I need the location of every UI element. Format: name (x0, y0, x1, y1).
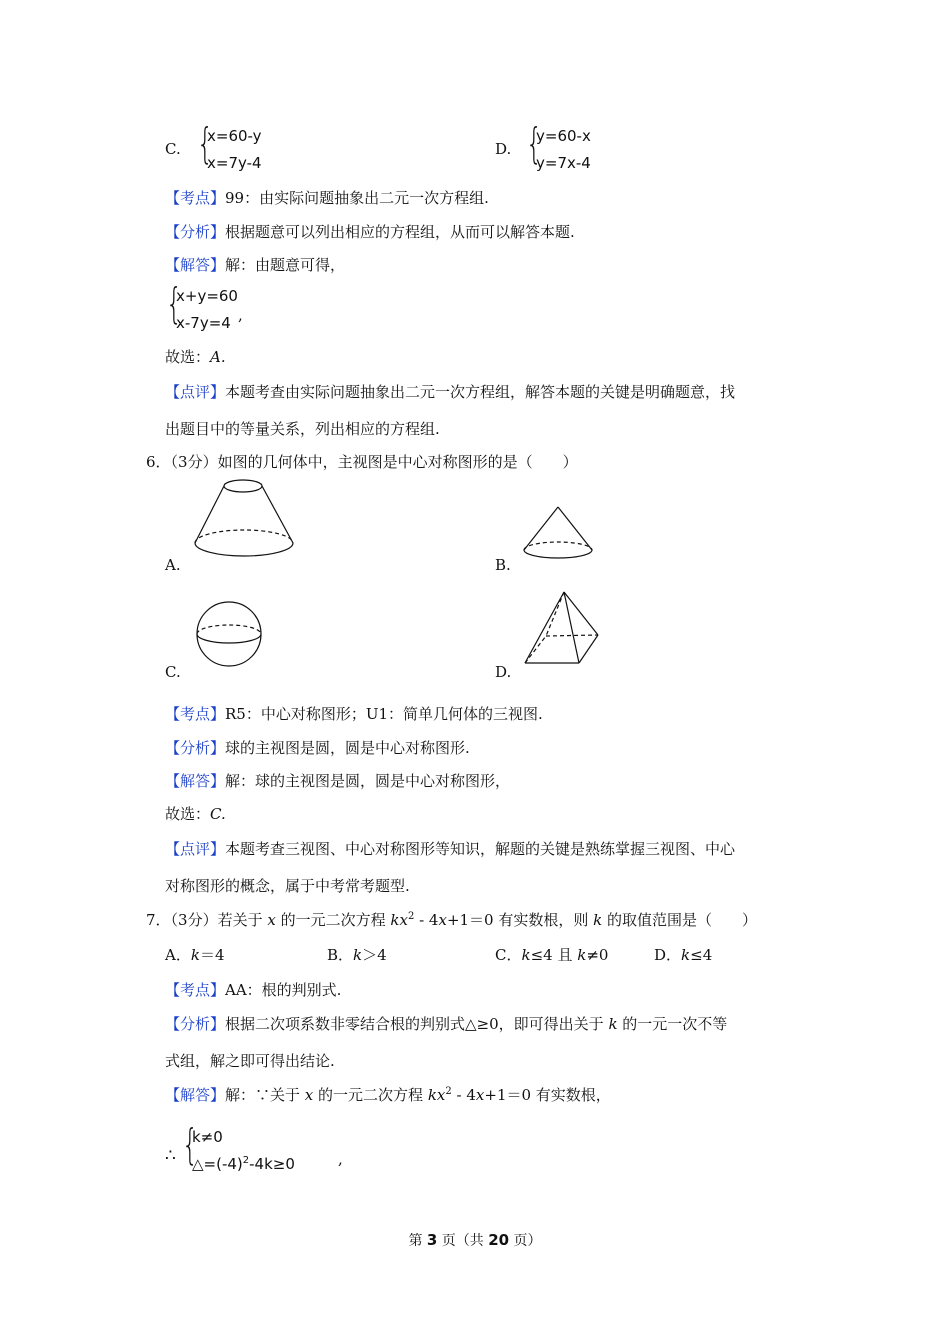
fenxi-tag: 【分析】 (165, 1015, 226, 1033)
inequality-line: k≠0 (192, 1128, 223, 1146)
option-c-label: C. (165, 663, 181, 681)
footer-text: 页） (509, 1233, 542, 1249)
fenxi-tag: 【分析】 (165, 223, 226, 241)
q7-fenxi (165, 1013, 727, 1034)
page-number: 3 (426, 1231, 438, 1249)
exponent: 2 (407, 911, 415, 922)
comma: , (238, 306, 243, 324)
fenxi-text: 根据题意可以列出相应的方程组，从而可以解答本题. (225, 223, 575, 241)
jieda-tag: 【解答】 (165, 256, 226, 274)
dianping-text: 本题考查由实际问题抽象出二元一次方程组，解答本题的关键是明确题意，找 (225, 383, 736, 401)
total-pages: 20 (488, 1231, 510, 1249)
option-value: ＞4 (362, 946, 387, 964)
q6-dianping-line2: 对称图形的概念，属于中考常考题型. (165, 877, 410, 895)
q6-dianping (165, 838, 735, 859)
equation-line: x+y=60 (176, 287, 238, 305)
footer-text: 第 (408, 1233, 427, 1249)
equation-line: x=7y-4 (207, 154, 262, 172)
exponent: 2 (242, 1155, 250, 1166)
option-label: A． (165, 946, 191, 964)
q7-option-d (654, 944, 712, 965)
jieda-text: 的一元二次方程 (313, 1086, 428, 1104)
q7-jieda (165, 1084, 611, 1105)
sphere-figure (194, 600, 266, 670)
kaodian-tag: 【考点】 (165, 981, 226, 999)
option-a-label: A. (165, 556, 181, 574)
stem-text: 的取值范围是（ ） (602, 911, 758, 929)
option-b-label: B. (495, 556, 511, 574)
q7-kaodian (165, 979, 341, 1000)
cone-figure (522, 505, 594, 561)
dianping-tag: 【点评】 (165, 840, 226, 858)
option-value: ＝4 (199, 946, 225, 964)
stem-text: 的一元二次方程 (275, 911, 391, 929)
var-k: k (608, 1015, 618, 1033)
q7-option-c (495, 944, 608, 965)
inequality-part: △=(-4) (192, 1155, 243, 1173)
equation-line: y=7x-4 (536, 154, 591, 172)
jieda-tag: 【解答】 (165, 1086, 226, 1104)
fenxi-text: 的一元一次不等 (617, 1015, 728, 1033)
var-kx: kx (427, 1086, 446, 1104)
option-value: ≤4 且 (530, 946, 578, 964)
var-k: k (353, 946, 363, 964)
q7-stem (146, 909, 757, 930)
q6-jieda (165, 770, 510, 791)
guxuan-label: 故选： (165, 348, 211, 366)
option-d-label: D. (495, 663, 512, 681)
jieda-text: 解：∵关于 (225, 1086, 305, 1104)
page-footer (0, 1230, 950, 1250)
kaodian-tag: 【考点】 (165, 705, 226, 723)
q7-fenxi-line2: 式组，解之即可得出结论. (165, 1052, 335, 1070)
option-value: ≠0 (586, 946, 609, 964)
var-k: k (593, 911, 603, 929)
q5-fenxi (165, 221, 575, 242)
var-x: x (475, 1086, 485, 1104)
q7-option-b (327, 944, 387, 965)
var-kx: kx (390, 911, 408, 929)
stem-text: +1＝0 有实数根，则 (446, 911, 594, 929)
q6-stem: 6．（3分）如图的几何体中，主视图是中心对称图形的是（ ） (146, 453, 578, 471)
equation-line: x-7y=4 (176, 314, 231, 332)
var-k: k (521, 946, 531, 964)
therefore-symbol: ∴ (165, 1146, 176, 1166)
option-d-label: D. (495, 140, 512, 158)
guxuan-label: 故选： (165, 805, 211, 823)
q6-kaodian (165, 703, 543, 724)
stem-text: 7．（3分）若关于 (146, 911, 268, 929)
fenxi-text: 球的主视图是圆，圆是中心对称图形. (225, 739, 470, 757)
option-value: ≤4 (690, 946, 713, 964)
equation-line: y=60-x (536, 127, 591, 145)
option-label: D． (654, 946, 682, 964)
option-c-label: C. (165, 140, 181, 158)
fenxi-text: 根据二次项系数非零结合根的判别式△≥0，即可得出关于 (225, 1015, 609, 1033)
jieda-text: +1＝0 有实数根， (484, 1086, 611, 1104)
frustum-figure (190, 478, 300, 562)
q5-kaodian (165, 187, 489, 208)
answer-letter: A. (210, 348, 226, 366)
var-x: x (304, 1086, 314, 1104)
q6-answer (165, 803, 226, 824)
stem-text: - 4 (414, 911, 439, 929)
kaodian-text: AA：根的判别式. (225, 981, 342, 999)
var-x: x (267, 911, 276, 929)
kaodian-tag: 【考点】 (165, 189, 226, 207)
q7-option-a (165, 944, 224, 965)
kaodian-text: R5：中心对称图形；U1：简单几何体的三视图. (225, 705, 543, 723)
dianping-tag: 【点评】 (165, 383, 226, 401)
jieda-text: 解：由题意可得， (225, 256, 346, 274)
pyramid-figure (522, 590, 602, 670)
answer-letter: C. (210, 805, 226, 823)
var-x: x (438, 911, 447, 929)
equation-line: x=60-y (207, 127, 262, 145)
fenxi-tag: 【分析】 (165, 739, 226, 757)
inequality-line (192, 1155, 295, 1173)
q5-answer (165, 346, 226, 367)
var-k: k (577, 946, 587, 964)
option-label: C． (495, 946, 522, 964)
comma: , (338, 1150, 343, 1168)
q5-dianping-line2: 出题目中的等量关系，列出相应的方程组. (165, 420, 440, 438)
option-label: B． (327, 946, 354, 964)
jieda-text: - 4 (451, 1086, 476, 1104)
q5-jieda (165, 254, 345, 275)
jieda-text: 解：球的主视图是圆，圆是中心对称图形， (225, 772, 511, 790)
jieda-tag: 【解答】 (165, 772, 226, 790)
dianping-text: 本题考查三视图、中心对称图形等知识，解题的关键是熟练掌握三视图、中心 (225, 840, 736, 858)
q6-fenxi (165, 737, 470, 758)
var-k: k (190, 946, 200, 964)
inequality-part: -4k≥0 (249, 1155, 295, 1173)
var-k: k (681, 946, 691, 964)
q5-dianping (165, 381, 735, 402)
kaodian-text: 99：由实际问题抽象出二元一次方程组. (225, 189, 489, 207)
exponent: 2 (445, 1086, 452, 1097)
footer-text: 页（共 (437, 1233, 489, 1249)
